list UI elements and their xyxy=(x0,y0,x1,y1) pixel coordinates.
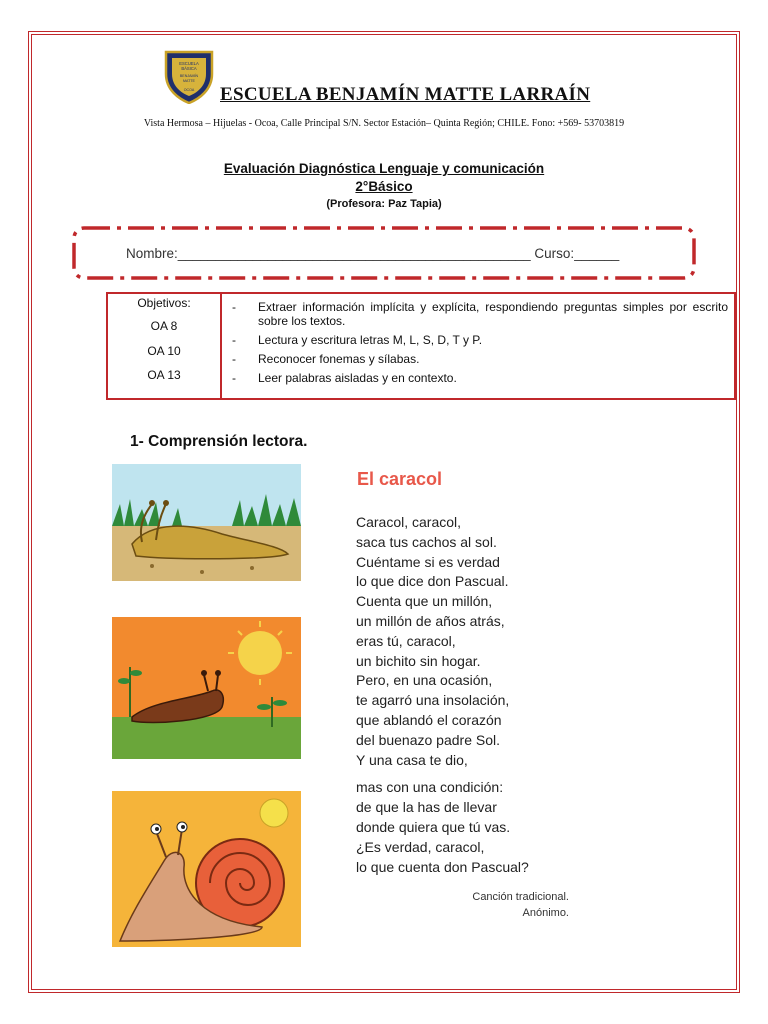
objective-code: OA 8 xyxy=(150,319,178,333)
poem-line: eras tú, caracol, xyxy=(356,632,456,649)
objective-text: Lectura y escritura letras M, L, S, D, T y P. xyxy=(258,333,483,347)
poem-line: Cuenta que un millón, xyxy=(356,593,493,610)
course-blank[interactable]: ______ xyxy=(574,246,620,261)
poem-line: lo que dice don Pascual. xyxy=(356,573,509,590)
poem-line: un millón de años atrás, xyxy=(356,612,505,629)
student-name-field[interactable] xyxy=(126,246,619,261)
credit-source: Canción tradicional. xyxy=(472,891,569,903)
poem-credit xyxy=(472,890,569,921)
name-blank[interactable]: _______________________________________________ xyxy=(177,246,531,261)
poem-line: Cuéntame si es verdad xyxy=(356,553,500,570)
credit-author: Anónimo. xyxy=(522,906,569,919)
poem-title: El caracol xyxy=(357,469,443,489)
objective-code: OA 13 xyxy=(147,368,181,382)
school-address: Vista Hermosa – Hijuelas - Ocoa, Calle Principal S/N. Sector Estación– Quinta Región; CHILE. Fono: +569- 53703819 xyxy=(143,118,625,129)
poem-body xyxy=(356,513,529,877)
course-label: Curso: xyxy=(534,246,575,261)
logo-text-4: MATTE xyxy=(183,79,195,83)
logo-text-5: OCOA xyxy=(183,88,195,92)
objective-bullet: - xyxy=(232,300,236,314)
objective-item xyxy=(232,300,728,328)
snail-shell-illustration xyxy=(112,791,301,947)
objective-code: OA 10 xyxy=(147,343,181,358)
objective-item xyxy=(232,371,728,385)
objective-text: Extraer información implícita y explícita, respondiendo preguntas simples por escrito sobre los textos. xyxy=(258,300,728,328)
objective-item xyxy=(232,352,728,366)
logo-text-1: ESCUELA xyxy=(179,61,199,66)
poem-stanza xyxy=(356,513,529,770)
poem-line: mas con una condición: xyxy=(356,779,504,796)
objectives-table xyxy=(106,292,738,398)
snail-grass-illustration xyxy=(112,464,301,581)
poem-line: del buenazo padre Sol. xyxy=(356,731,500,748)
snail-sun-illustration xyxy=(112,617,301,759)
section-title: 1- Comprensión lectora. xyxy=(130,433,308,450)
poem-line: Y una casa te dio, xyxy=(356,751,468,768)
objectives-label: Objetivos: xyxy=(137,296,191,310)
poem-line: Caracol, caracol, xyxy=(356,514,462,530)
poem-stanza xyxy=(356,778,529,877)
school-logo xyxy=(163,50,215,104)
name-label: Nombre: xyxy=(126,246,178,261)
poem-line: un bichito sin hogar. xyxy=(356,652,481,669)
poem-line: Pero, en una ocasión, xyxy=(356,672,493,689)
objective-item xyxy=(232,333,728,347)
evaluation-teacher: (Profesora: Paz Tapia) xyxy=(326,198,442,210)
objectives-codes-cell xyxy=(106,292,222,400)
school-name: ESCUELA BENJAMÍN MATTE LARRAÍN xyxy=(220,84,591,105)
evaluation-grade: 2°Básico xyxy=(355,179,413,194)
logo-text-3: BENJAMÍN xyxy=(179,74,199,78)
objective-text: Leer palabras aisladas y en contexto. xyxy=(258,371,457,385)
poem-line: que ablandó el corazón xyxy=(356,711,502,728)
poem-line: lo que cuenta don Pascual? xyxy=(356,858,529,875)
evaluation-title: Evaluación Diagnóstica Lenguaje y comunicación xyxy=(223,161,545,176)
objective-bullet: - xyxy=(232,333,236,347)
objective-bullet: - xyxy=(232,352,236,366)
objectives-list-cell xyxy=(220,292,736,400)
logo-text-2: BÁSICA xyxy=(181,66,197,71)
poem-line: de que la has de llevar xyxy=(356,799,497,816)
poem-line: ¿Es verdad, caracol, xyxy=(356,838,485,855)
objective-text: Reconocer fonemas y sílabas. xyxy=(258,352,420,366)
objective-bullet: - xyxy=(232,371,236,385)
poem-line: saca tus cachos al sol. xyxy=(356,533,497,550)
poem-line: donde quiera que tú vas. xyxy=(356,818,511,835)
poem-line: te agarró una insolación, xyxy=(356,692,510,709)
